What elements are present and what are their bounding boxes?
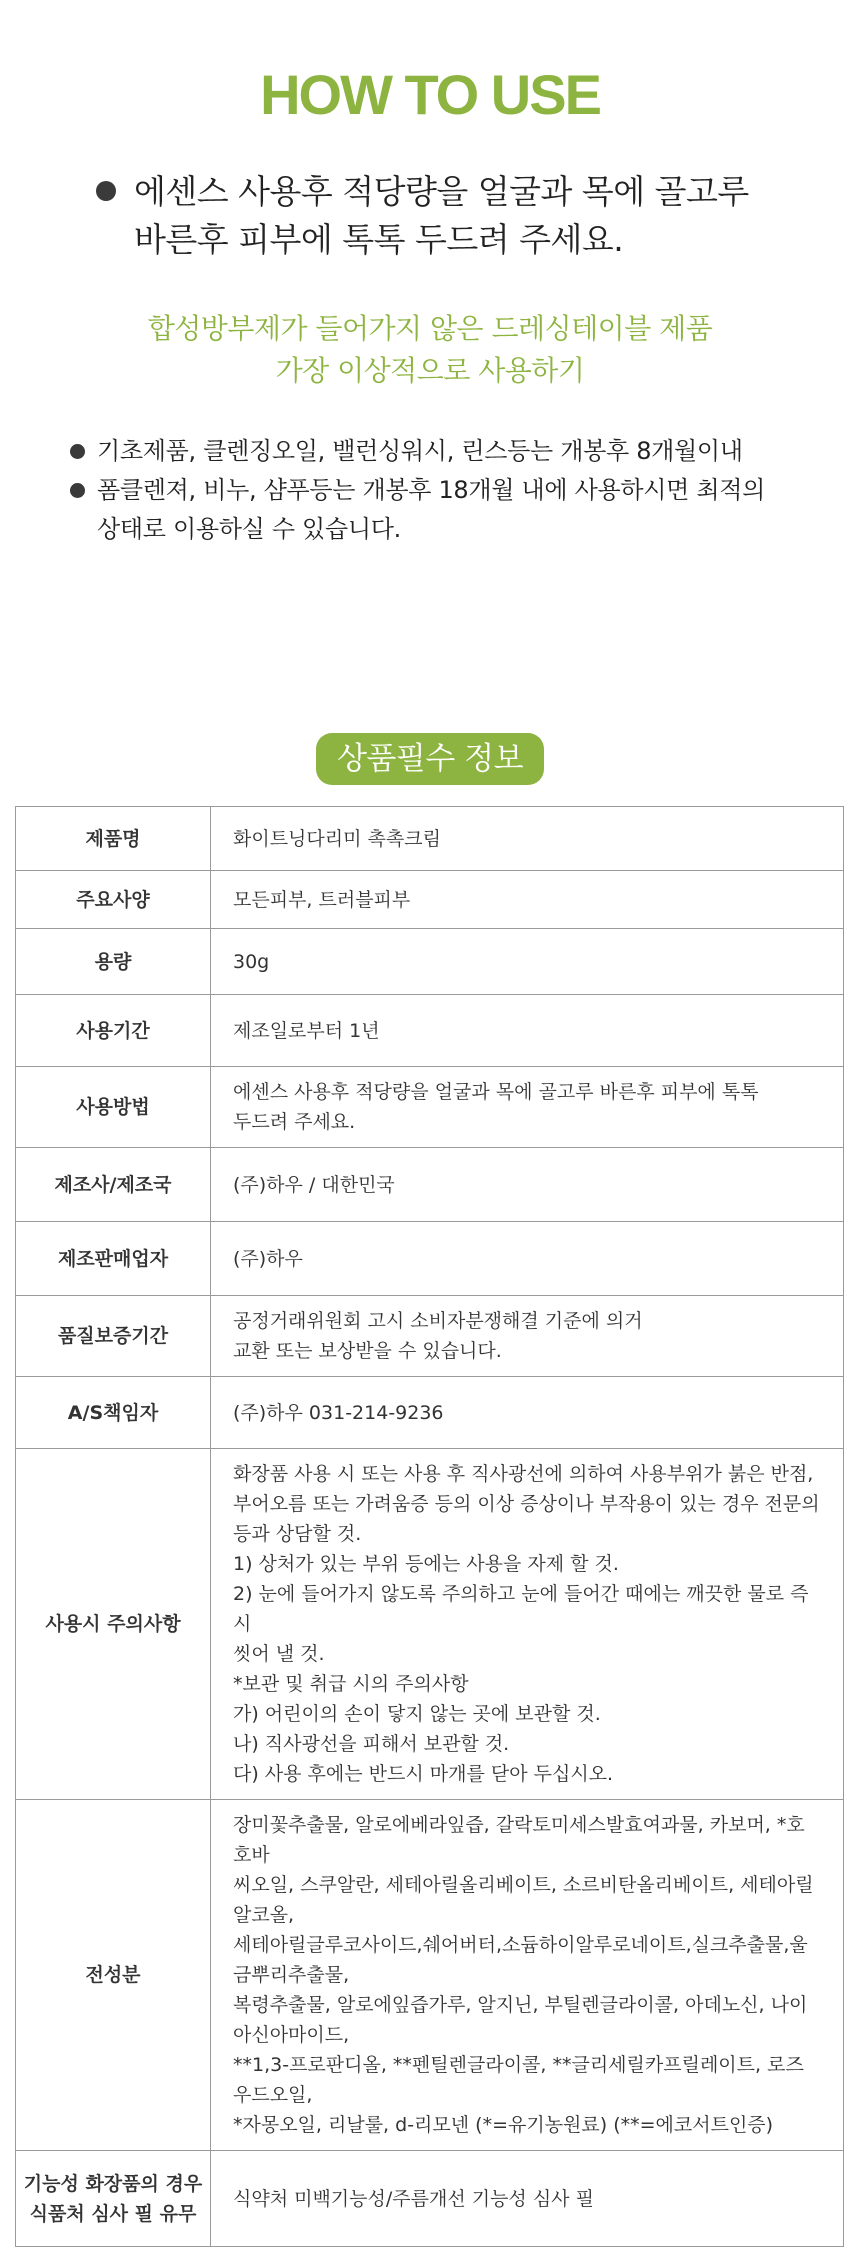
info-value-line: 1) 상처가 있는 부위 등에는 사용을 자제 할 것. xyxy=(233,1553,619,1575)
info-label-line: 제조사/제조국 xyxy=(54,1173,172,1196)
info-value xyxy=(211,1800,844,2151)
info-label-line: 제조판매업자 xyxy=(57,1247,169,1270)
info-label-line: 주요사양 xyxy=(76,888,150,911)
info-value xyxy=(211,929,844,995)
info-value xyxy=(211,1067,844,1148)
info-value-line: *보관 및 취급 시의 주의사항 xyxy=(233,1673,469,1695)
info-row xyxy=(16,929,844,995)
info-row xyxy=(16,1067,844,1148)
product-info-table xyxy=(15,806,844,2247)
info-value-line: 에센스 사용후 적당량을 얼굴과 목에 골고루 바른후 피부에 톡톡 xyxy=(233,1081,759,1103)
info-label xyxy=(16,1449,211,1800)
info-label xyxy=(16,1067,211,1148)
tip-line: 폼클렌져, 비누, 샴푸등는 개봉후 18개월 내에 사용하시면 최적의 xyxy=(97,476,765,504)
info-value-line: 씨오일, 스쿠알란, 세테아릴올리베이트, 소르비탄올리베이트, 세테아릴 알코올, xyxy=(233,1874,814,1926)
info-row xyxy=(16,1377,844,1449)
info-row xyxy=(16,1222,844,1296)
info-value-line: *자몽오일, 리날룰, d-리모넨 (*=유기농원료) (**=에코서트인증) xyxy=(233,2114,774,2136)
info-label xyxy=(16,995,211,1067)
subheading-line: 가장 이상적으로 사용하기 xyxy=(275,354,585,387)
info-value-line: (주)하우 xyxy=(233,1247,303,1270)
preservative-free-heading xyxy=(0,308,860,392)
tip-text xyxy=(97,471,765,549)
info-row xyxy=(16,1449,844,1800)
tip-text xyxy=(97,432,743,471)
info-value-line: 공정거래위원회 고시 소비자분쟁해결 기준에 의거 xyxy=(233,1310,643,1332)
info-value xyxy=(211,995,844,1067)
info-value-line: 2) 눈에 들어가지 않도록 주의하고 눈에 들어간 때에는 깨끗한 물로 즉시 xyxy=(233,1583,809,1635)
usage-line: 바른후 피부에 톡톡 두드려 주세요. xyxy=(134,220,624,259)
info-row xyxy=(16,995,844,1067)
info-label xyxy=(16,1296,211,1377)
usage-instruction xyxy=(96,168,796,264)
info-row xyxy=(16,807,844,871)
info-label-line: 사용방법 xyxy=(76,1096,150,1118)
info-value xyxy=(211,807,844,871)
info-label xyxy=(16,1148,211,1222)
product-info-badge: 상품필수 정보 xyxy=(316,733,544,785)
info-value xyxy=(211,1222,844,1296)
tip-item xyxy=(70,432,810,471)
info-label xyxy=(16,1800,211,2151)
info-value-line: 씻어 낼 것. xyxy=(233,1643,325,1665)
info-value-line: 화장품 사용 시 또는 사용 후 직사광선에 의하여 사용부위가 붉은 반점, xyxy=(233,1463,814,1485)
info-row xyxy=(16,1800,844,2151)
info-value xyxy=(211,1377,844,1449)
info-label xyxy=(16,807,211,871)
info-value-line: 나) 직사광선을 피해서 보관할 것. xyxy=(233,1733,510,1755)
info-value-line: 식약처 미백기능성/주름개선 기능성 심사 필 xyxy=(233,2187,594,2210)
info-label-line: 용량 xyxy=(94,950,132,973)
info-label-line: 기능성 화장품의 경우 xyxy=(23,2172,203,2195)
info-value xyxy=(211,1296,844,1377)
info-value-line: 화이트닝다리미 촉촉크림 xyxy=(233,827,441,850)
info-value-line: 복령추출물, 알로에잎즙가루, 알지닌, 부틸렌글라이콜, 아데노신, 나이아신아마이드, xyxy=(233,1994,808,2046)
info-label-line: 식품처 심사 필 유무 xyxy=(29,2202,197,2225)
info-row xyxy=(16,1148,844,1222)
info-value xyxy=(211,1449,844,1800)
info-label xyxy=(16,871,211,929)
info-value-line: 부어오름 또는 가려움증 등의 이상 증상이나 부작용이 있는 경우 전문의 xyxy=(233,1493,820,1515)
subheading-line: 합성방부제가 들어가지 않은 드레싱테이블 제품 xyxy=(147,312,713,345)
info-value-line: 제조일로부터 1년 xyxy=(233,1019,380,1042)
info-value-line: **1,3-프로판디올, **펜틸렌글라이콜, **글리세릴카프릴레이트, 로즈우드오일, xyxy=(233,2054,804,2106)
info-row xyxy=(16,871,844,929)
info-label-line: 사용기간 xyxy=(76,1019,150,1042)
info-label xyxy=(16,929,211,995)
info-row xyxy=(16,2151,844,2247)
info-value xyxy=(211,1148,844,1222)
info-value-line: 등과 상담할 것. xyxy=(233,1523,362,1545)
usage-text xyxy=(134,168,749,264)
info-value-line: (주)하우 031-214-9236 xyxy=(233,1401,444,1424)
info-value xyxy=(211,2151,844,2247)
shelf-life-tips xyxy=(70,432,810,549)
info-label xyxy=(16,1377,211,1449)
bullet-dot-icon xyxy=(70,444,85,459)
info-value-line: 장미꽃추출물, 알로에베라잎즙, 갈락토미세스발효여과물, 카보머, *호호바 xyxy=(233,1814,805,1866)
info-label-line: 제품명 xyxy=(85,827,141,850)
usage-line: 에센스 사용후 적당량을 얼굴과 목에 골고루 xyxy=(134,172,749,211)
info-label-line: A/S책임자 xyxy=(67,1401,159,1424)
info-value-line: 모든피부, 트러블피부 xyxy=(233,888,411,911)
bullet-dot-icon xyxy=(96,181,116,201)
tip-item xyxy=(70,471,810,549)
info-value xyxy=(211,871,844,929)
info-value-line: 다) 사용 후에는 반드시 마개를 닫아 두십시오. xyxy=(233,1763,614,1785)
info-label-line: 전성분 xyxy=(85,1964,141,1986)
info-label-line: 사용시 주의사항 xyxy=(45,1613,181,1635)
info-value-line: 30g xyxy=(233,950,270,973)
tip-line: 상태로 이용하실 수 있습니다. xyxy=(97,515,401,543)
info-row xyxy=(16,1296,844,1377)
info-label xyxy=(16,1222,211,1296)
info-value-line: 세테아릴글루코사이드,쉐어버터,소듐하이알루로네이트,실크추출물,울금뿌리추출물, xyxy=(233,1934,808,1986)
info-label xyxy=(16,2151,211,2247)
info-value-line: 교환 또는 보상받을 수 있습니다. xyxy=(233,1340,502,1362)
info-value-line: 두드려 주세요. xyxy=(233,1111,356,1133)
bullet-dot-icon xyxy=(70,483,85,498)
page-title: HOW TO USE xyxy=(260,63,600,126)
info-value-line: (주)하우 / 대한민국 xyxy=(233,1173,395,1196)
tip-line: 기초제품, 클렌징오일, 밸런싱워시, 린스등는 개봉후 8개월이내 xyxy=(97,437,743,465)
info-label-line: 품질보증기간 xyxy=(57,1325,169,1347)
info-value-line: 가) 어린이의 손이 닿지 않는 곳에 보관할 것. xyxy=(233,1703,601,1725)
